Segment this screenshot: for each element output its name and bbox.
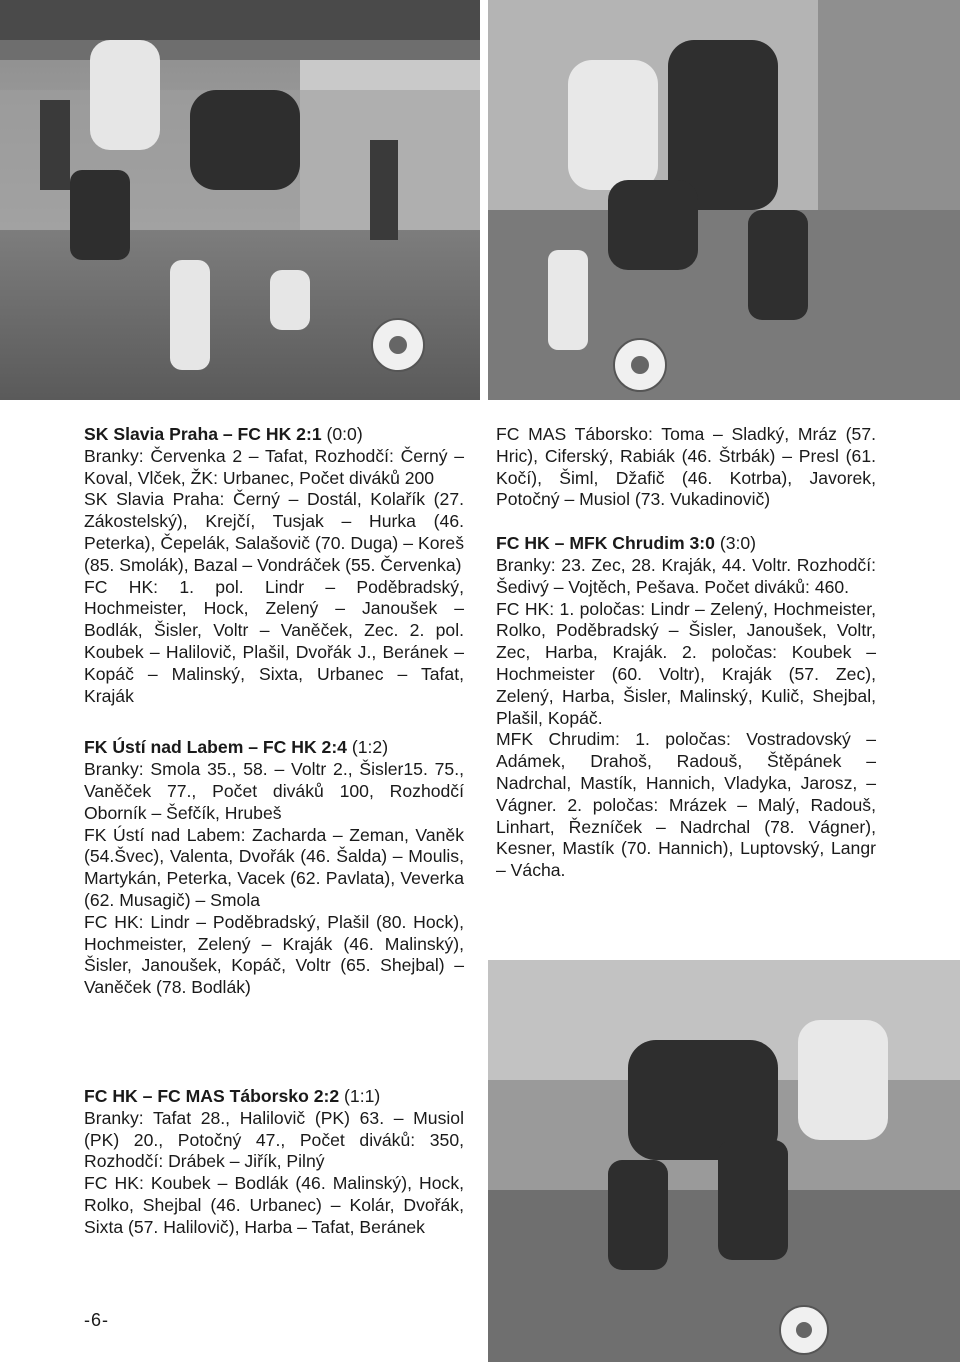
match-title: FK Ústí nad Labem – FC HK 2:4 (84, 737, 347, 758)
match-title: FC HK – MFK Chrudim 3:0 (496, 533, 715, 554)
lineup-taborsko: FC MAS Táborsko: Toma – Sladký, Mráz (57. Hric), Ciferský, Rabiák (46. Štrbák) – Presl (61. Kočí), Šiml, Džafič (46. Kotrba), Javorek, Potočný – Musiol (73. Vukadinovič) (496, 424, 876, 510)
right-column (496, 424, 876, 882)
match-photo-1 (0, 0, 480, 400)
goals-referee-line: Branky: Smola 35., 58. – Voltr 2., Šisler15. 75., Vaněček 77., Počet diváků 100, Rozhodčí Oborník – Šefčík, Hrubeš (84, 759, 464, 823)
lineup-home: FK Ústí nad Labem: Zacharda – Zeman, Vaněk (54.Švec), Valenta, Dvořák (46. Šalda) – Moulis, Martykán, Peterka, Vacek (62. Pavlata), Veverka (62. Musagič) – Smola (84, 824, 464, 910)
match-photo-2 (488, 0, 960, 400)
lineup-chrudim: MFK Chrudim: 1. poločas: Vostradovský – Adámek, Drahoš, Radouš, Štěpánek – Nadrchal, Mastík, Hannich, Vladyka, Jarosz, – Vágner. 2. poločas: Mrázek – Malý, Radouš, Linhart, Řezníček – Nadrchal (78. Vágner), Kesner, Mastík (70. Hannich), Luptovský, Langr – Vácha. (496, 729, 876, 881)
lineup-home: SK Slavia Praha: Černý – Dostál, Kolařík (27. Zákostelský), Krejčí, Tusjak – Hurka (46. Peterka), Čepelák, Salašovič (70. Duga) – Koreš (85. Smolák), Bazal – Vondráček (55. Červenka) (84, 489, 464, 575)
match-report-usti (84, 737, 464, 999)
left-column-bottom (84, 1086, 464, 1239)
match-report-chrudim (496, 533, 876, 882)
match-report-taborsko (84, 1086, 464, 1239)
halftime-score: (1:1) (344, 1086, 381, 1106)
goals-referee-line: Branky: Tafat 28., Halilovič (PK) 63. – Musiol (PK) 20., Potočný 47., Počet diváků: 350, Rozhodčí: Drábek – Jiřík, Pilný (84, 1107, 464, 1172)
left-column (84, 424, 464, 999)
match-photo-bottom-right (488, 960, 960, 1362)
page-number: -6- (84, 1310, 109, 1330)
match-photo-top-right (488, 0, 960, 400)
lineup-fchk: FC HK: Koubek – Bodlák (46. Malinský), Hock, Rolko, Shejbal (46. Urbanec) – Kolár, Dvořák, Sixta (57. Halilovič), Harba – Tafat, Beránek (84, 1173, 464, 1237)
lineup-fchk: FC HK: Lindr – Poděbradský, Plašil (80. Hock), Hochmeister, Zelený – Kraják (46. Malinský), Šisler, Janoušek, Kopáč, Voltr (65. Shejbal) – Vaněček (78. Bodlák) (84, 911, 464, 998)
match-photo-top-left (0, 0, 480, 400)
match-report-slavia (84, 424, 464, 707)
goals-referee-line: Branky: 23. Zec, 28. Kraják, 44. Voltr. Rozhodčí: Šedivý – Vojtěch, Pešava. Počet diváků: 460. (496, 554, 876, 597)
match-title: SK Slavia Praha – FC HK 2:1 (84, 424, 322, 444)
halftime-score: (3:0) (719, 533, 757, 554)
match-photo-3 (488, 960, 960, 1362)
halftime-score: (0:0) (326, 424, 363, 444)
goals-referee-line: Branky: Červenka 2 – Tafat, Rozhodčí: Černý – Koval, Vlček, ŽK: Urbanec, Počet diváků 200 (84, 445, 464, 488)
halftime-score: (1:2) (351, 737, 389, 758)
match-title: FC HK – FC MAS Táborsko 2:2 (84, 1086, 340, 1106)
lineup-fchk: FC HK: 1. poločas: Lindr – Zelený, Hochmeister, Rolko, Poděbradský – Šisler, Janoušek, Voltr, Zec, Harba, Kraják. 2. poločas: Koubek – Hochmeister (60. Voltr), Kraják (57. Zec), Zelený, Harba, Šisler, Malinský, Kulič, Shejbal, Plašil, Kopáč. (496, 598, 876, 728)
lineup-fchk: FC HK: 1. pol. Lindr – Poděbradský, Hochmeister, Hock, Zelený – Janoušek – Bodlák, Šisler, Voltr – Vaněček, Zec. 2. pol. Koubek – Halilovič, Plašil, Dvořák J., Beránek – Kopáč – Malinský, Sixta, Urbanec – Tafat, Kraják (84, 576, 464, 706)
